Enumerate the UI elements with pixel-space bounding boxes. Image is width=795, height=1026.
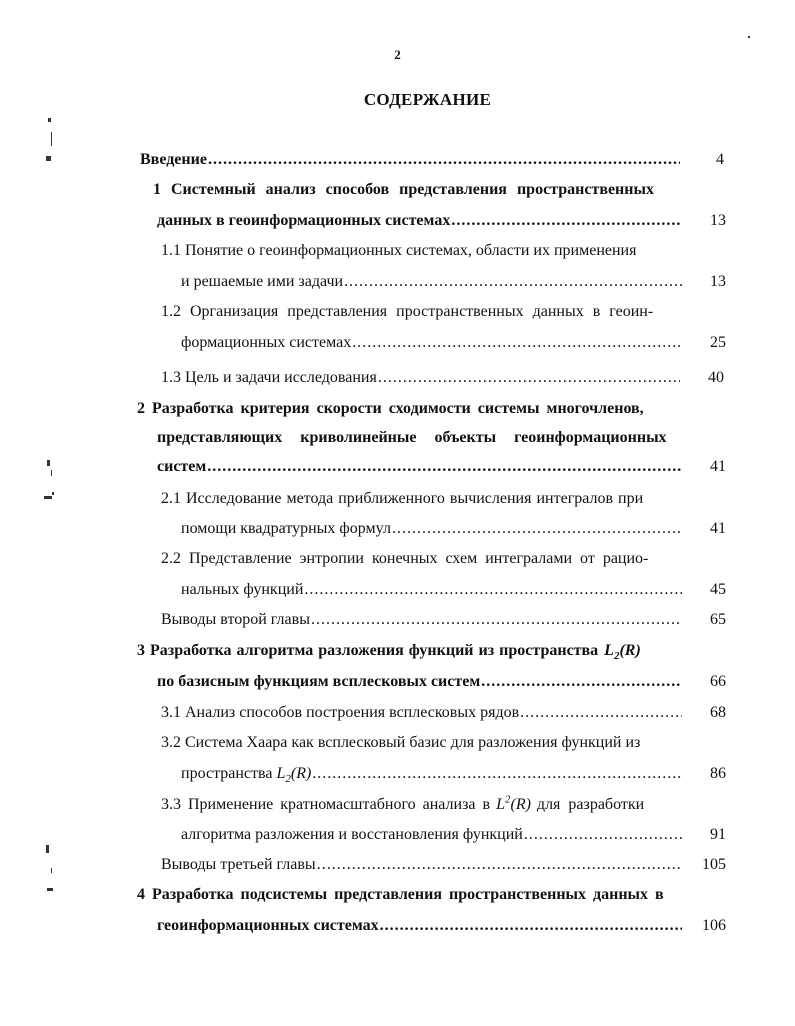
toc-entry-chapter-3-conclusions[interactable] — [161, 855, 726, 875]
page-number: 2 — [394, 47, 401, 62]
toc-entry-chapter-3-line-2[interactable] — [157, 672, 726, 692]
toc-entry-intro[interactable] — [140, 150, 724, 170]
toc-entry-section-1-3[interactable] — [161, 368, 724, 388]
toc-entry-chapter-4-line-2[interactable] — [157, 916, 726, 936]
toc-entry-label: 3.3 Применение кратномасштабного анализа в — [161, 796, 491, 813]
toc-entry-page: 4 — [716, 151, 724, 168]
toc-entry-label: по базисным функциям всплесковых систем — [157, 673, 481, 690]
toc-entry-section-2-2-line-1[interactable] — [161, 549, 691, 569]
toc-entry-label: геоинформационных системах — [157, 917, 379, 934]
toc-entry-page: 91 — [710, 826, 726, 843]
toc-entry-label: 3 Разработка алгоритма разложения функций из пространства — [137, 642, 599, 659]
toc-entry-section-3-3-line-2[interactable] — [181, 825, 726, 845]
toc-entry-chapter-1-line-1[interactable] — [153, 180, 688, 200]
toc-entry-label: 2 Разработка критерия скорости сходимости системы многочленов, — [137, 400, 644, 417]
toc-entry-page: 86 — [710, 765, 726, 782]
toc-entry-section-1-1-line-1[interactable] — [161, 241, 691, 261]
toc-entry-label: Выводы второй главы — [161, 611, 310, 628]
toc-entry-label: пространства — [181, 765, 273, 782]
toc-entry-section-3-2-line-1[interactable] — [161, 733, 691, 753]
toc-entry-chapter-4-line-1[interactable] — [137, 885, 691, 905]
toc-entry-label: 1.1 Понятие о геоинформационных системах, области их применения — [161, 242, 637, 259]
toc-entry-page: 66 — [710, 673, 726, 690]
toc-entry-page: 41 — [710, 520, 726, 537]
toc-entry-label: 1.2 Организация представления пространственных данных в геоин- — [161, 303, 654, 320]
toc-entry-label: 4 Разработка подсистемы представления пространственных данных в — [137, 886, 664, 903]
math-expression: $L_2(R)$ — [604, 642, 641, 663]
toc-entry-label: нальных функций — [181, 581, 304, 598]
toc-entry-label: систем — [157, 458, 207, 475]
toc-entry-label: данных в геоинформационных системах — [157, 212, 451, 229]
toc-entry-label: алгоритма разложения и восстановления функций — [181, 826, 523, 843]
toc-entry-section-3-1[interactable] — [161, 703, 726, 723]
toc-entry-section-3-2-line-2[interactable] — [181, 764, 726, 786]
toc-entry-page: 106 — [702, 917, 726, 934]
toc-entry-chapter-2-line-1[interactable] — [137, 399, 691, 419]
toc-entry-section-3-3-line-1[interactable]: 3.3 Применение кратномасштабного анализа в $L^2(R)$ для разработки — [161, 793, 645, 813]
toc-entry-label: Введение — [140, 151, 207, 168]
toc-entry-label: 2.1 Исследование метода приближенного вычисления интегралов при — [161, 490, 644, 507]
toc-entry-label: Выводы третьей главы — [161, 856, 316, 873]
toc-entry-page: 65 — [710, 611, 726, 628]
toc-entry-label: 3.2 Система Хаара как всплесковый базис для разложения функций из — [161, 734, 641, 751]
toc-entry-label: 1.3 Цель и задачи исследования — [161, 369, 377, 386]
toc-entry-label: помощи квадратурных формул — [181, 520, 391, 537]
page-title: СОДЕРЖАНИЕ — [363, 90, 492, 109]
toc-entry-label: 1 Системный анализ способов представления пространственных — [153, 181, 654, 198]
toc-entry-page: 13 — [710, 273, 726, 290]
toc-entry-label: и решаемые ими задачи — [181, 273, 344, 290]
toc-entry-page: 13 — [710, 212, 726, 229]
toc-entry-page: 25 — [710, 334, 726, 351]
toc-entry-page: 41 — [710, 458, 726, 475]
math-expression: $L_2(R)$ — [276, 765, 312, 786]
toc-entry-page: 40 — [708, 369, 724, 386]
toc-entry-page: 105 — [702, 856, 726, 873]
toc-entry-page: 68 — [710, 704, 726, 721]
toc-entry-chapter-2-line-3[interactable] — [157, 457, 726, 477]
toc-entry-section-1-2-line-2[interactable] — [181, 333, 726, 353]
toc-entry-section-2-1-line-1[interactable] — [161, 489, 691, 509]
toc-entry-section-2-2-line-2[interactable] — [181, 580, 726, 600]
toc-entry-chapter-1-line-2[interactable] — [157, 211, 726, 231]
toc-entry-section-1-1-line-2[interactable] — [181, 272, 726, 292]
toc-entry-section-2-1-line-2[interactable] — [181, 519, 726, 539]
toc-entry-label: 2.2 Представление энтропии конечных схем интегралами от рацио- — [161, 550, 649, 567]
math-expression: $L^2(R)$ — [496, 793, 531, 813]
toc-entry-chapter-2-line-2[interactable] — [157, 428, 691, 448]
toc-entry-chapter-2-conclusions[interactable] — [161, 610, 726, 630]
toc-entry-label: формационных системах — [181, 334, 352, 351]
toc-entry-chapter-3-line-1[interactable] — [137, 641, 697, 661]
toc-entry-section-1-2-line-1[interactable] — [161, 302, 691, 322]
toc-entry-page: 45 — [710, 581, 726, 598]
toc-entry-label: 3.1 Анализ способов построения всплесковых рядов — [161, 704, 520, 721]
toc-entry-label: представляющих криволинейные объекты геоинформационных — [157, 429, 667, 446]
